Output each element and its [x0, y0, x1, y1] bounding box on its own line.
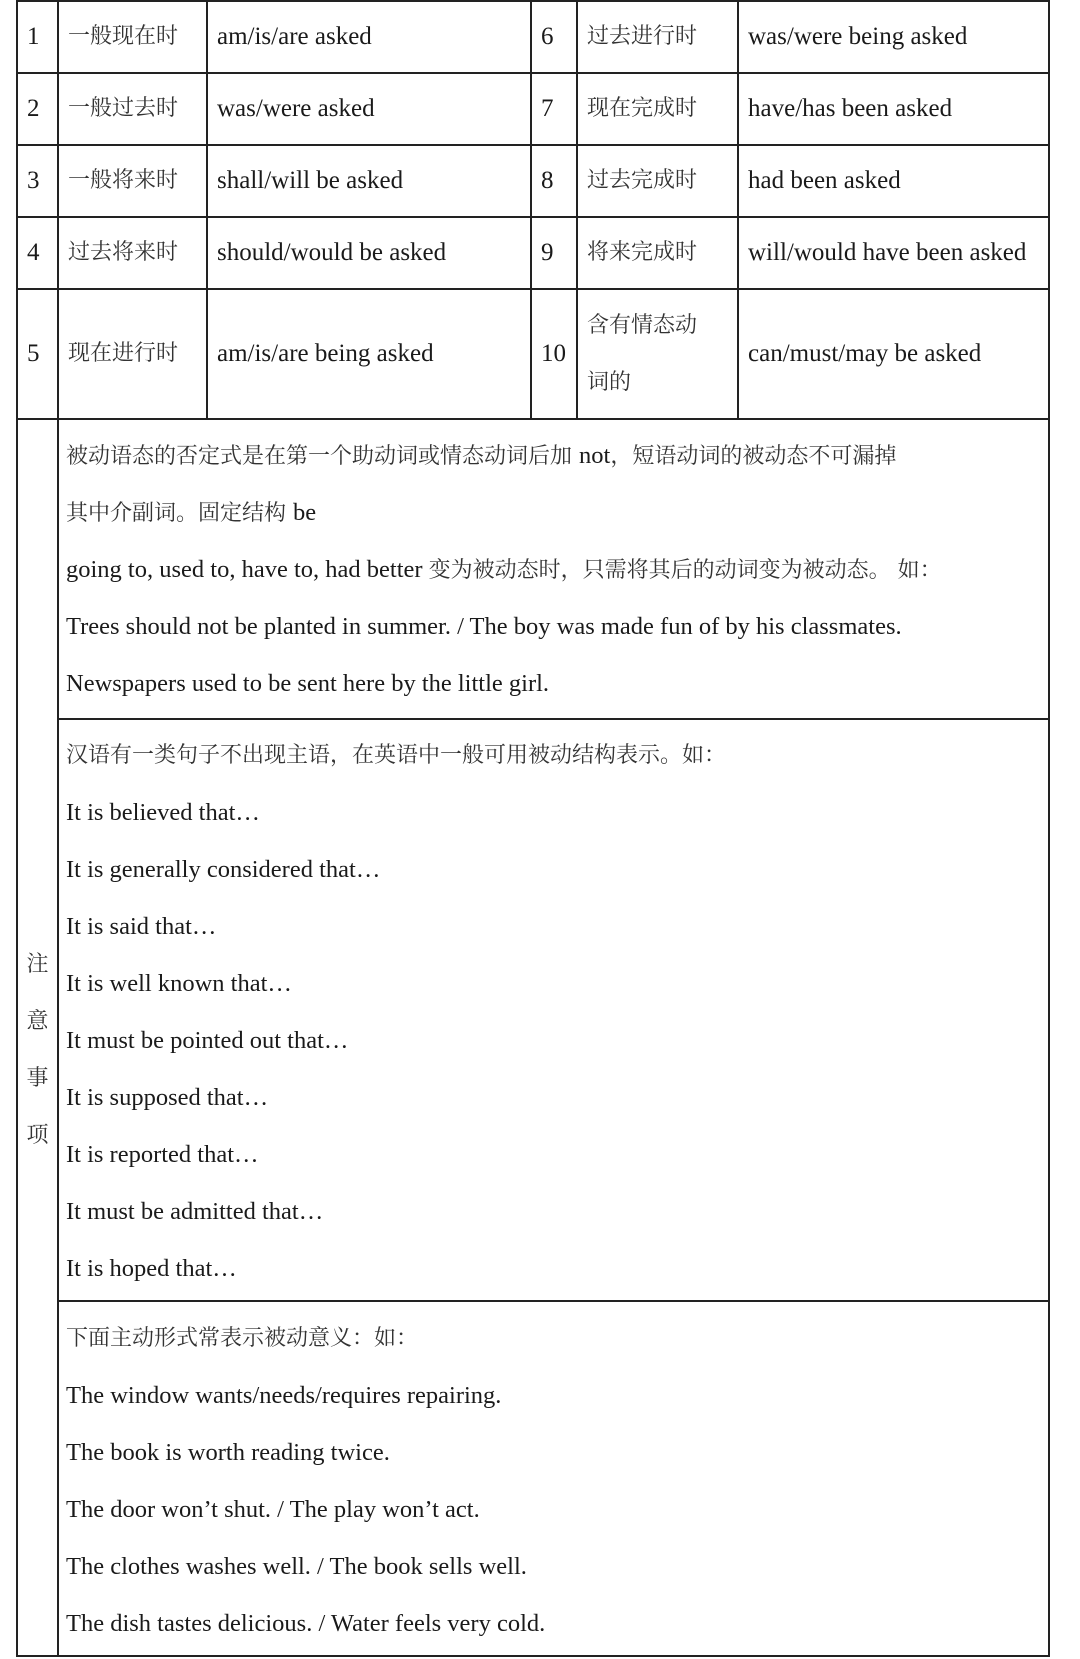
tense-name: 现在进行时 [68, 340, 179, 366]
tense-name-line: 含有情态动 [587, 313, 698, 338]
note-text-cn: 被动语态的否定式是在第一个助动词或情态动词后加 [66, 444, 579, 469]
note-line [66, 427, 1046, 484]
example-sentence: The book is worth reading twice. [66, 1439, 390, 1466]
tense-number: 7 [541, 95, 554, 122]
side-label-char: 意 [26, 1009, 49, 1034]
tense-number: 6 [541, 23, 554, 50]
passive-form: have/has been asked [748, 95, 953, 122]
tense-number: 10 [541, 340, 566, 367]
table-border-bottom [16, 1655, 1050, 1657]
example-sentence: It is hoped that… [66, 1255, 237, 1282]
notes-side-label [18, 936, 57, 1164]
example-sentence: It must be pointed out that… [66, 1027, 349, 1054]
side-label-char: 事 [26, 1066, 49, 1091]
note-text-cn: ，短语动词的被动态不可漏掉 [610, 444, 897, 469]
tense-name: 现在完成时 [587, 95, 698, 121]
notes-section-it-is-structures [66, 727, 1046, 1297]
tense-name: 过去将来时 [68, 239, 179, 265]
example-sentence: The clothes washes well. / The book sells well. [66, 1553, 527, 1580]
side-label-char: 注 [26, 952, 49, 977]
example-sentence: It is said that… [66, 913, 217, 940]
passive-form: shall/will be asked [217, 167, 404, 194]
passive-form: had been asked [748, 167, 901, 194]
passive-form: am/is/are being asked [217, 340, 434, 367]
tense-name: 一般过去时 [68, 95, 179, 121]
passive-form: was/were asked [217, 95, 375, 122]
section-intro: 下面主动形式常表示被动意义：如： [66, 1326, 419, 1351]
tense-name [578, 290, 697, 418]
tense-name: 过去进行时 [587, 23, 698, 49]
note-line [66, 541, 1046, 598]
tense-name: 过去完成时 [587, 167, 698, 193]
tense-number: 8 [541, 167, 554, 194]
example-sentence: Trees should not be planted in summer. / The boy was made fun of by his classmates. [66, 613, 902, 640]
table-border-right [1048, 0, 1050, 1657]
row-divider [16, 418, 1050, 420]
note-line [66, 484, 1046, 541]
example-sentence: Newspapers used to be sent here by the little girl. [66, 670, 550, 697]
tense-name: 一般现在时 [68, 23, 179, 49]
example-sentence: It is well known that… [66, 970, 292, 997]
example-sentence: It is supposed that… [66, 1084, 269, 1111]
example-sentence: It must be admitted that… [66, 1198, 324, 1225]
passive-form: should/would be asked [217, 239, 447, 266]
example-sentence: The dish tastes delicious. / Water feels very cold. [66, 1610, 546, 1637]
note-text-en: going to, used to, have to, had better [66, 556, 429, 583]
note-text-cn: 其中介副词。固定结构 [66, 501, 293, 526]
notes-section-negation [66, 427, 1046, 712]
tense-name: 将来完成时 [587, 239, 698, 265]
example-sentence: The door won’t shut. / The play won’t act. [66, 1496, 480, 1523]
side-label-char: 项 [26, 1123, 49, 1148]
example-sentence: It is generally considered that… [66, 856, 381, 883]
tense-number: 2 [27, 95, 40, 122]
notes-section-active-form-passive-meaning [66, 1310, 1046, 1652]
passive-form: am/is/are asked [217, 23, 372, 50]
passive-form: can/must/may be asked [748, 340, 982, 367]
tense-name: 一般将来时 [68, 167, 179, 193]
tense-number: 4 [27, 239, 40, 266]
tense-number: 3 [27, 167, 40, 194]
note-text-en: be [293, 499, 317, 526]
section-intro: 汉语有一类句子不出现主语，在英语中一般可用被动结构表示。如： [66, 743, 727, 768]
passive-form: will/would have been asked [748, 239, 1027, 266]
tense-number: 9 [541, 239, 554, 266]
example-sentence: It is reported that… [66, 1141, 259, 1168]
tense-number: 1 [27, 23, 40, 50]
note-text-en: not [579, 442, 611, 469]
note-text-cn: 变为被动态时，只需将其后的动词变为被动态。 如： [428, 558, 942, 583]
tense-number: 5 [27, 340, 40, 367]
notes-divider [57, 1300, 1050, 1302]
passive-form: was/were being asked [748, 23, 968, 50]
example-sentence: The window wants/needs/requires repairing. [66, 1382, 502, 1409]
example-sentence: It is believed that… [66, 799, 260, 826]
notes-divider [57, 718, 1050, 720]
tense-name-line: 词的 [587, 370, 632, 395]
